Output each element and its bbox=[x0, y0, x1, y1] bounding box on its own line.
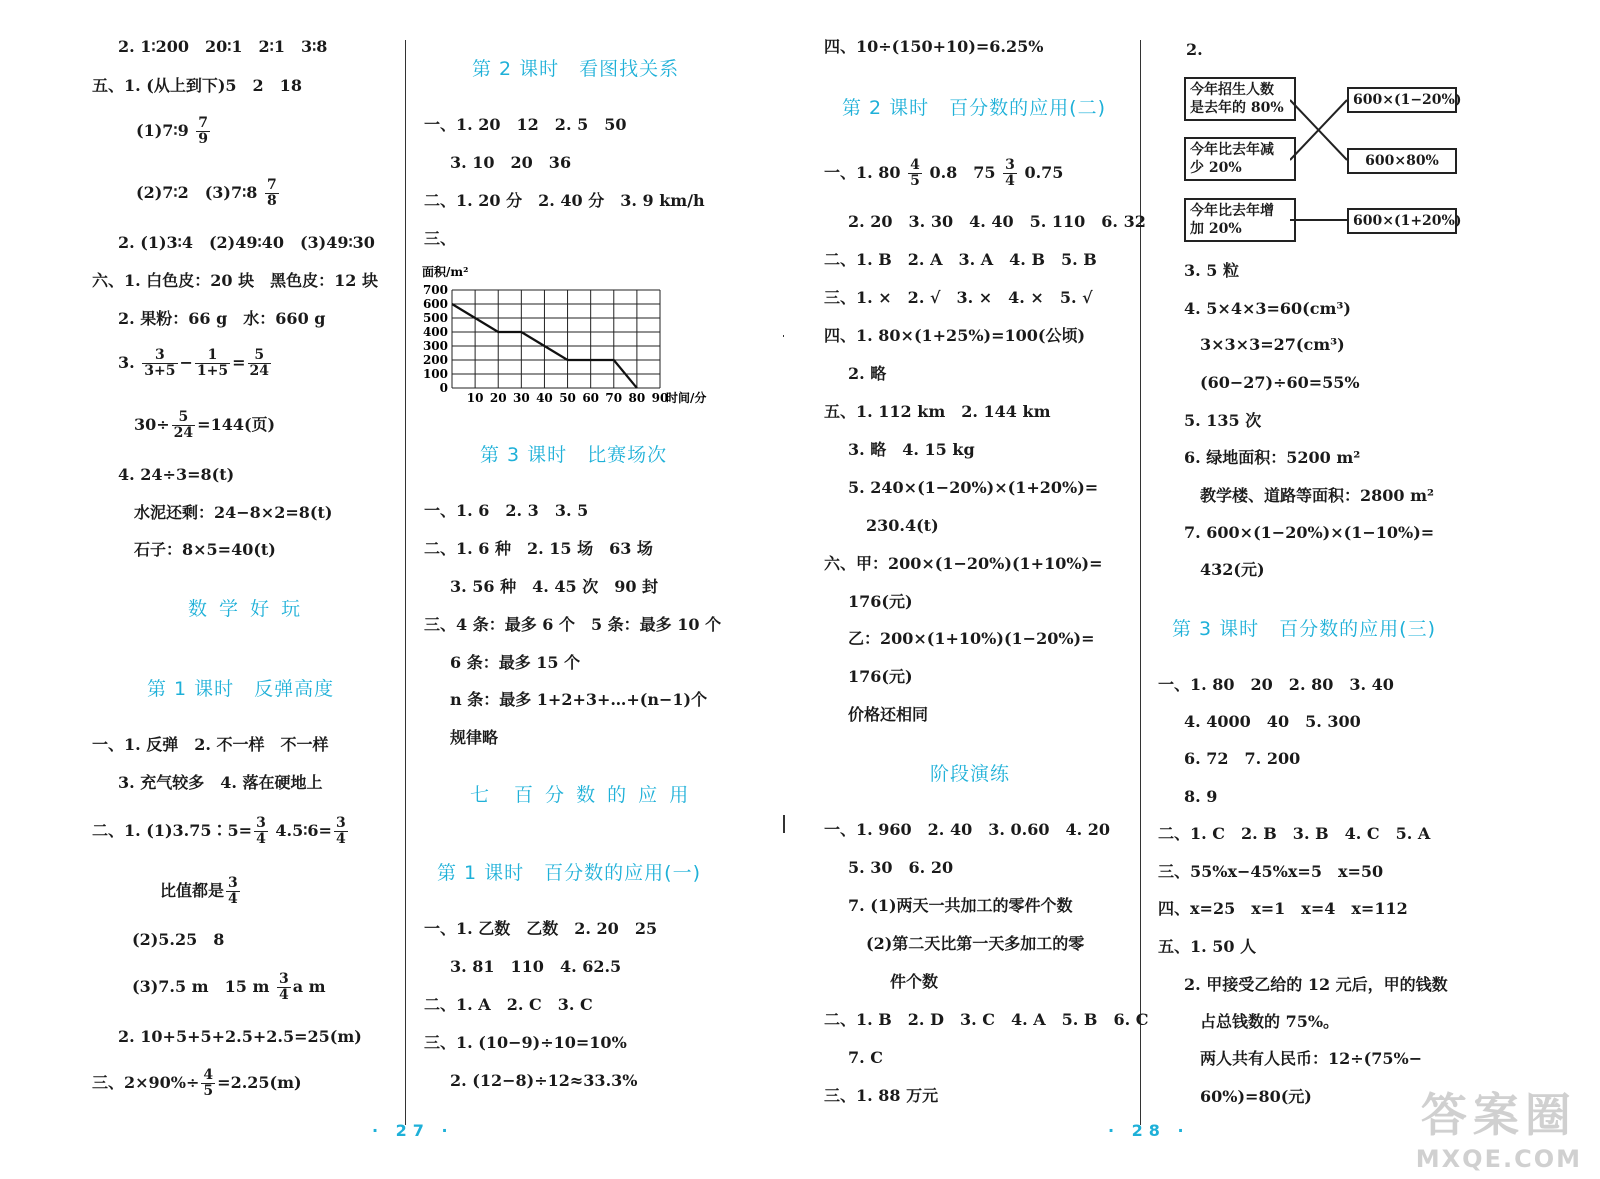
x-tick-label: 90 bbox=[651, 391, 669, 405]
fraction: $\frac{3}{4}$ bbox=[228, 875, 238, 907]
fraction: $\frac{3}{3+5}$ bbox=[144, 347, 176, 379]
answer-line: 30÷ $\frac{5}{24}$ =144(页) bbox=[134, 409, 276, 441]
answer-line: 2. 10+5+5+2.5+2.5=25(m) bbox=[118, 1027, 362, 1046]
page-number-left: · 27 · bbox=[372, 1121, 454, 1140]
answer-line: 2. (12−8)÷12≈33.3% bbox=[450, 1071, 638, 1090]
answer-line: 3. 81 110 4. 62.5 bbox=[450, 957, 622, 976]
lesson-heading: 第 1 课时 百分数的应用(一) bbox=[437, 862, 701, 884]
answer-line: 二、1. A 2. C 3. C bbox=[424, 995, 593, 1014]
answer-line: 二、1. 6 种 2. 15 场 63 场 bbox=[424, 539, 653, 558]
x-tick-label: 40 bbox=[536, 391, 553, 405]
x-tick-label: 30 bbox=[512, 391, 530, 405]
column-divider-1 bbox=[405, 40, 406, 1125]
answer-line: 一、1. 960 2. 40 3. 0.60 4. 20 bbox=[824, 820, 1110, 839]
x-tick-label: 10 bbox=[466, 391, 484, 405]
answer-line: 六、1. 白色皮：20 块 黑色皮：12 块 bbox=[92, 271, 378, 290]
x-tick-label: 70 bbox=[605, 391, 623, 405]
answer-line: 5. 135 次 bbox=[1184, 411, 1262, 430]
answer-line: 3. $\frac{3}{3+5}$ − $\frac{1}{1+5}$ = $\frac{5}{24}$ bbox=[118, 347, 270, 379]
answer-line: 6. 绿地面积：5200 m² bbox=[1184, 448, 1361, 467]
answer-line: 7. C bbox=[848, 1048, 884, 1067]
answer-line: 四、10÷(150+10)=6.25% bbox=[824, 37, 1044, 56]
answer-line: 一、1. 反弹 2. 不一样 不一样 bbox=[92, 735, 329, 754]
matching-box-right-3: 600×(1+20%) bbox=[1347, 208, 1457, 234]
answer-line: 8. 9 bbox=[1184, 787, 1218, 806]
page-number-right: · 28 · bbox=[1108, 1121, 1190, 1140]
answer-line: 2. 1∶200 20∶1 2∶1 3∶8 bbox=[118, 37, 328, 56]
section-heading: 数 学 好 玩 bbox=[188, 598, 304, 620]
answer-line: 五、1. 112 km 2. 144 km bbox=[824, 402, 1051, 421]
answer-line bbox=[136, 178, 281, 209]
matching-box-right-2: 600×80% bbox=[1347, 148, 1457, 174]
answer-line: (2)第二天比第一天多加工的零 bbox=[866, 934, 1085, 953]
fraction: $\frac{3}{4}$ bbox=[335, 815, 346, 847]
fraction: $\frac{1}{1+5}$ bbox=[196, 347, 229, 379]
y-tick-label: 600 bbox=[422, 297, 448, 311]
matching-lines bbox=[1290, 90, 1350, 230]
answer-line: 一、1. 乙数 乙数 2. 20 25 bbox=[424, 919, 658, 938]
answer-line: 二、1. B 2. A 3. A 4. B 5. B bbox=[824, 250, 1097, 269]
answer-line: 6 条：最多 15 个 bbox=[450, 653, 581, 672]
answer-line: 两人共有人民币：12÷(75%− bbox=[1200, 1049, 1423, 1068]
answer-line: 6. 72 7. 200 bbox=[1184, 749, 1301, 768]
answer-line: 3. 10 20 36 bbox=[450, 153, 572, 172]
x-tick-label: 80 bbox=[628, 391, 646, 405]
answer-line: 五、1. (从上到下)5 2 18 bbox=[92, 76, 302, 95]
answer-line: 一、1. 6 2. 3 3. 5 bbox=[424, 501, 589, 520]
watermark-url: MXQE.COM bbox=[1415, 1145, 1582, 1173]
answer-line: 六、甲：200×(1−20%)(1+10%)= bbox=[824, 554, 1103, 573]
column-divider-2 bbox=[783, 335, 784, 337]
area-time-line-chart bbox=[418, 262, 728, 410]
lesson-heading: 第 3 课时 比赛场次 bbox=[480, 444, 668, 466]
x-tick-label: 20 bbox=[489, 391, 507, 405]
answer-line: 2. 果粉：66 g 水：660 g bbox=[118, 309, 326, 328]
answer-line: 三、4 条：最多 6 个 5 条：最多 10 个 bbox=[424, 615, 722, 634]
answer-line: 三、1. × 2. √ 3. × 4. × 5. √ bbox=[824, 288, 1093, 307]
answer-line: 一、1. 80 20 2. 80 3. 40 bbox=[1158, 675, 1394, 694]
answer-line: 五、1. 50 人 bbox=[1158, 937, 1257, 956]
matching-box-right-1: 600×(1−20%) bbox=[1347, 87, 1457, 113]
answer-line: 176(元) bbox=[848, 592, 913, 611]
y-tick-label: 400 bbox=[422, 325, 448, 339]
answer-line: 一、1. 20 12 2. 5 50 bbox=[424, 115, 627, 134]
lesson-heading: 第 3 课时 百分数的应用(三) bbox=[1172, 618, 1436, 640]
answer-line: 3×3×3=27(cm³) bbox=[1200, 335, 1345, 354]
answer-line: 三、55%x−45%x=5 x=50 bbox=[1158, 862, 1384, 881]
answer-line: 4. 4000 40 5. 300 bbox=[1184, 712, 1361, 731]
answer-line: 3. 充气较多 4. 落在硬地上 bbox=[118, 773, 323, 792]
answer-line: 一、1. 80 $\frac{4}{5}$ 0.8 75 $\frac{3}{4}$ 0.75 bbox=[824, 157, 1064, 189]
fraction: $\frac{5}{24}$ bbox=[173, 409, 194, 441]
x-tick-label: 50 bbox=[559, 391, 576, 405]
answer-line: 比值都是 $\frac{3}{4}$ bbox=[160, 875, 238, 907]
watermark-main: 答案圈 bbox=[1420, 1088, 1577, 1142]
answer-line: 四、x=25 x=1 x=4 x=112 bbox=[1158, 899, 1408, 918]
answer-line: 7. 600×(1−20%)×(1−10%)= bbox=[1184, 523, 1435, 542]
matching-box-left-2: 今年比去年减 少 20% bbox=[1184, 137, 1296, 181]
answer-line: 2. 甲接受乙给的 12 元后，甲的钱数 bbox=[1184, 975, 1448, 994]
lesson-heading: 第 2 课时 百分数的应用(二) bbox=[842, 97, 1106, 119]
answer-line: 水泥还剩：24−8×2=8(t) bbox=[134, 503, 333, 522]
answer-line: n 条：最多 1+2+3+…+(n−1)个 bbox=[450, 690, 708, 709]
answer-line: 2. bbox=[1186, 40, 1203, 59]
fraction: $\frac{3}{4}$ bbox=[278, 971, 289, 1003]
answer-line: 三、 bbox=[424, 229, 457, 248]
answer-line: 价格还相同 bbox=[848, 705, 929, 724]
x-tick-label: 60 bbox=[582, 391, 600, 405]
answer-line: 5. 240×(1−20%)×(1+20%)= bbox=[848, 478, 1099, 497]
fraction: $\frac{3}{4}$ bbox=[256, 815, 266, 847]
fraction: $\frac{3}{4}$ bbox=[1005, 157, 1015, 189]
matching-box-left-1: 今年招生人数 是去年的 80% bbox=[1184, 77, 1296, 121]
answer-text: (1)7∶9 bbox=[136, 121, 189, 140]
answer-line: 占总钱数的 75%。 bbox=[1200, 1012, 1340, 1031]
y-tick-label: 0 bbox=[439, 381, 448, 395]
x-axis-label: 时间/分 bbox=[666, 391, 707, 405]
y-tick-label: 200 bbox=[422, 353, 448, 367]
y-tick-label: 300 bbox=[422, 339, 448, 353]
watermark-logo bbox=[1416, 1079, 1582, 1173]
answer-line: 教学楼、道路等面积：2800 m² bbox=[1200, 486, 1435, 505]
answer-line: 4. 5×4×3=60(cm³) bbox=[1184, 299, 1351, 318]
y-tick-label: 100 bbox=[422, 367, 448, 381]
answer-line: 3. 略 4. 15 kg bbox=[848, 440, 975, 459]
answer-line: 二、1. (1)3.75∶5= $\frac{3}{4}$ 4.5∶6= $\frac{3}{4}$ bbox=[92, 815, 346, 847]
answer-text: (2)7∶2 (3)7∶8 bbox=[136, 183, 258, 202]
answer-line: (2)5.25 8 bbox=[132, 930, 225, 949]
y-axis-label: 面积/m² bbox=[422, 265, 469, 279]
y-tick-label: 700 bbox=[422, 283, 448, 297]
answer-line: 三、1. 88 万元 bbox=[824, 1086, 939, 1105]
section-heading: 阶段演练 bbox=[930, 763, 1011, 785]
answer-line: 176(元) bbox=[848, 667, 913, 686]
answer-line: 2. 20 3. 30 4. 40 5. 110 6. 32 bbox=[848, 212, 1146, 231]
y-tick-label: 500 bbox=[422, 311, 448, 325]
answer-line: 规律略 bbox=[450, 728, 499, 747]
answer-line: 乙：200×(1+10%)(1−20%)= bbox=[848, 629, 1095, 648]
answer-line: 5. 30 6. 20 bbox=[848, 858, 954, 877]
answer-line: 三、1. (10−9)÷10=10% bbox=[424, 1033, 627, 1052]
answer-line: 三、2×90%÷ $\frac{4}{5}$ =2.25(m) bbox=[92, 1067, 302, 1099]
answer-line: 2. (1)3∶4 (2)49∶40 (3)49∶30 bbox=[118, 233, 375, 252]
fraction: $\frac{7}{8}$ bbox=[267, 177, 277, 209]
answer-line: 7. (1)两天一共加工的零件个数 bbox=[848, 896, 1073, 915]
answer-line: 432(元) bbox=[1200, 560, 1265, 579]
fraction: $\frac{4}{5}$ bbox=[910, 157, 920, 189]
answer-line bbox=[136, 116, 212, 147]
answer-line: 2. 略 bbox=[848, 364, 887, 383]
answer-line: 3. 5 粒 bbox=[1184, 261, 1239, 280]
answer-line: (60−27)÷60=55% bbox=[1200, 373, 1360, 392]
answer-line: 3. 56 种 4. 45 次 90 封 bbox=[450, 577, 659, 596]
fraction: $\frac{7}{9}$ bbox=[198, 115, 209, 147]
answer-line: 四、1. 80×(1+25%)=100(公顷) bbox=[824, 326, 1086, 345]
lesson-heading: 第 2 课时 看图找关系 bbox=[472, 58, 680, 80]
matching-box-left-3: 今年比去年增 加 20% bbox=[1184, 198, 1296, 242]
section-heading: 七 百 分 数 的 应 用 bbox=[470, 784, 692, 806]
answer-line: 4. 24÷3=8(t) bbox=[118, 465, 235, 484]
answer-line: 230.4(t) bbox=[866, 516, 939, 535]
answer-line: 二、1. B 2. D 3. C 4. A 5. B 6. C bbox=[824, 1010, 1149, 1029]
column-divider-3 bbox=[1140, 40, 1141, 1125]
answer-line: (3)7.5 m 15 m $\frac{3}{4}$ a m bbox=[132, 971, 326, 1003]
fraction: $\frac{4}{5}$ bbox=[203, 1067, 214, 1099]
answer-line: 件个数 bbox=[890, 972, 939, 991]
fraction: $\frac{5}{24}$ bbox=[249, 347, 270, 379]
column-mark bbox=[783, 815, 785, 833]
answer-line: 二、1. 20 分 2. 40 分 3. 9 km/h bbox=[424, 191, 705, 210]
lesson-heading: 第 1 课时 反弹高度 bbox=[147, 678, 335, 700]
answer-line: 二、1. C 2. B 3. B 4. C 5. A bbox=[1158, 824, 1431, 843]
answer-line: 石子：8×5=40(t) bbox=[134, 540, 276, 559]
answer-line: 60%)=80(元) bbox=[1200, 1087, 1312, 1106]
